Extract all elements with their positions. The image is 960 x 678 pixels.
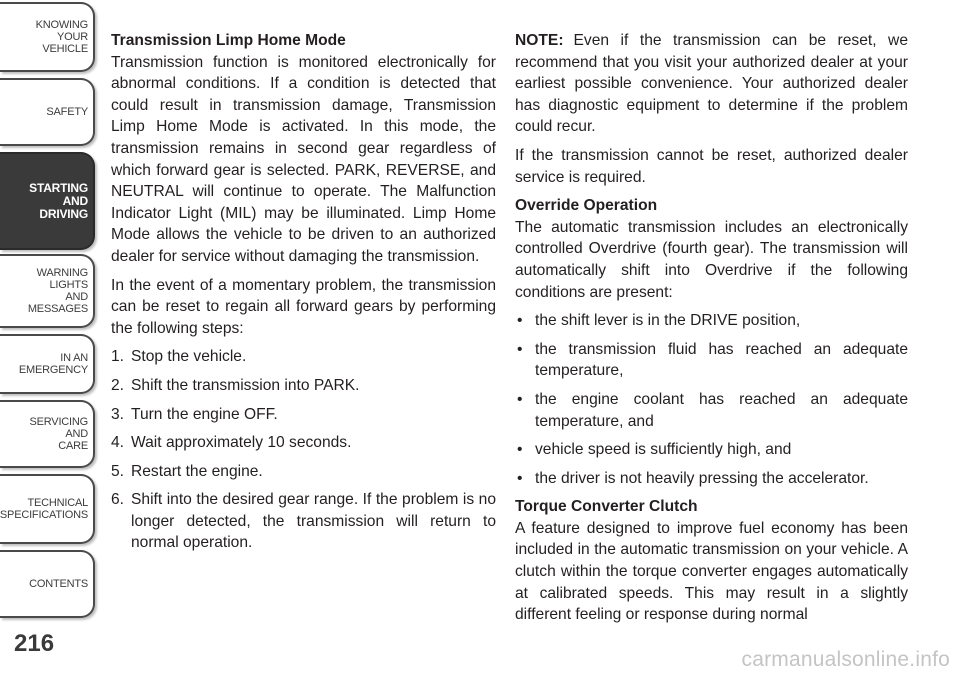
tab-label: KNOWING YOUR VEHICLE — [35, 19, 88, 55]
limp-home-paragraph: Transmission function is monitored electronically for abnormal conditions. If a condition is detected that could result in transmission damage, Transmission Limp Home Mode is activated. In this mode, the transmission remains in second gear regardless of which forward gear is selected. PARK, REVERSE, and NEUTRAL will continue to operate. The Malfunction Indicator Light (MIL) may be illuminated. Limp Home Mode allows the vehicle to be driven to an authorized dealer for service without damaging the transmission. — [111, 53, 496, 265]
list-item — [515, 439, 908, 461]
bullet-text: the shift lever is in the DRIVE position, — [535, 312, 801, 330]
step-text: Turn the engine OFF. — [131, 405, 278, 423]
note-text: Even if the transmission can be reset, we recommend that you visit your authorized dealer at your earliest possible convenience. Your authorized dealer has diagnostic equipment to determine if the problem could recur. — [515, 32, 908, 136]
tab-label: TECHNICAL SPECIFICATIONS — [0, 497, 88, 521]
reset-steps-list — [111, 346, 496, 554]
list-item — [515, 310, 908, 332]
list-item — [515, 468, 908, 490]
override-heading: Override Operation — [515, 197, 658, 215]
list-item — [515, 339, 908, 382]
tab-warning-lights-and-messages[interactable] — [0, 254, 95, 328]
tab-label: IN AN EMERGENCY — [18, 352, 88, 376]
reset-required-paragraph: If the transmission cannot be reset, authorized dealer service is required. — [515, 146, 908, 186]
page-number: 216 — [14, 630, 55, 657]
list-item — [111, 375, 496, 397]
step-text: Stop the vehicle. — [131, 348, 247, 366]
tab-label: SAFETY — [46, 106, 88, 118]
tab-in-an-emergency[interactable] — [0, 334, 95, 394]
tab-label: CONTENTS — [29, 578, 88, 590]
bullet: • — [517, 469, 523, 487]
torque-converter-paragraph: A feature designed to improve fuel economy has been included in the automatic transmission on your vehicle. A clutch within the torque converter engages automatically at calibrated speeds. This may result in a slightly different feeling or response during normal — [515, 519, 908, 624]
list-item — [515, 389, 908, 432]
section-tabs — [0, 0, 100, 678]
list-item — [111, 461, 496, 483]
bullet: • — [517, 340, 523, 358]
right-column — [515, 30, 908, 633]
tab-safety[interactable] — [0, 78, 95, 146]
step-text: Wait approximately 10 seconds. — [131, 434, 352, 452]
overdrive-conditions-list — [515, 310, 908, 489]
bullet: • — [517, 312, 523, 330]
limp-home-heading: Transmission Limp Home Mode — [111, 32, 346, 49]
step-text: Shift into the desired gear range. If the problem is no longer detected, the transmission will return to normal operation. — [131, 491, 496, 552]
list-item — [111, 346, 496, 368]
tab-label: WARNING LIGHTS AND MESSAGES — [27, 267, 88, 315]
list-item — [111, 432, 496, 454]
tab-label: STARTING AND DRIVING — [29, 180, 88, 221]
tab-contents[interactable] — [0, 550, 95, 618]
bullet-text: the driver is not heavily pressing the accelerator. — [535, 469, 869, 487]
tab-starting-and-driving[interactable] — [0, 152, 95, 250]
watermark: carmanualsonline.info — [741, 648, 950, 671]
bullet: • — [517, 441, 523, 459]
note-label: NOTE: — [515, 32, 564, 49]
tab-knowing-your-vehicle[interactable] — [0, 2, 95, 72]
step-number: 4. — [111, 434, 125, 452]
reset-intro-paragraph: In the event of a momentary problem, the transmission can be reset to regain all forward gears by performing the following steps: — [111, 276, 496, 337]
list-item — [111, 489, 496, 554]
step-number: 2. — [111, 376, 125, 394]
note-paragraph — [515, 30, 908, 138]
step-text: Shift the transmission into PARK. — [131, 376, 360, 394]
tab-servicing-and-care[interactable] — [0, 400, 95, 468]
tab-technical-specifications[interactable] — [0, 474, 95, 544]
bullet-text: the transmission fluid has reached an adequate temperature, — [535, 340, 908, 380]
override-paragraph: The automatic transmission includes an electronically controlled Overdrive (fourth gear). The transmission will automatically shift into Overdrive if the following conditions are present: — [515, 218, 908, 301]
step-number: 6. — [111, 491, 125, 509]
tab-label: SERVICING AND CARE — [29, 416, 88, 452]
step-number: 5. — [111, 462, 125, 480]
step-number: 1. — [111, 348, 125, 366]
torque-converter-heading: Torque Converter Clutch — [515, 498, 698, 516]
bullet: • — [517, 390, 523, 408]
left-column — [111, 30, 496, 561]
list-item — [111, 404, 496, 426]
step-number: 3. — [111, 405, 125, 423]
bullet-text: the engine coolant has reached an adequate temperature, and — [535, 390, 908, 430]
step-text: Restart the engine. — [131, 462, 263, 480]
bullet-text: vehicle speed is sufficiently high, and — [535, 441, 792, 459]
